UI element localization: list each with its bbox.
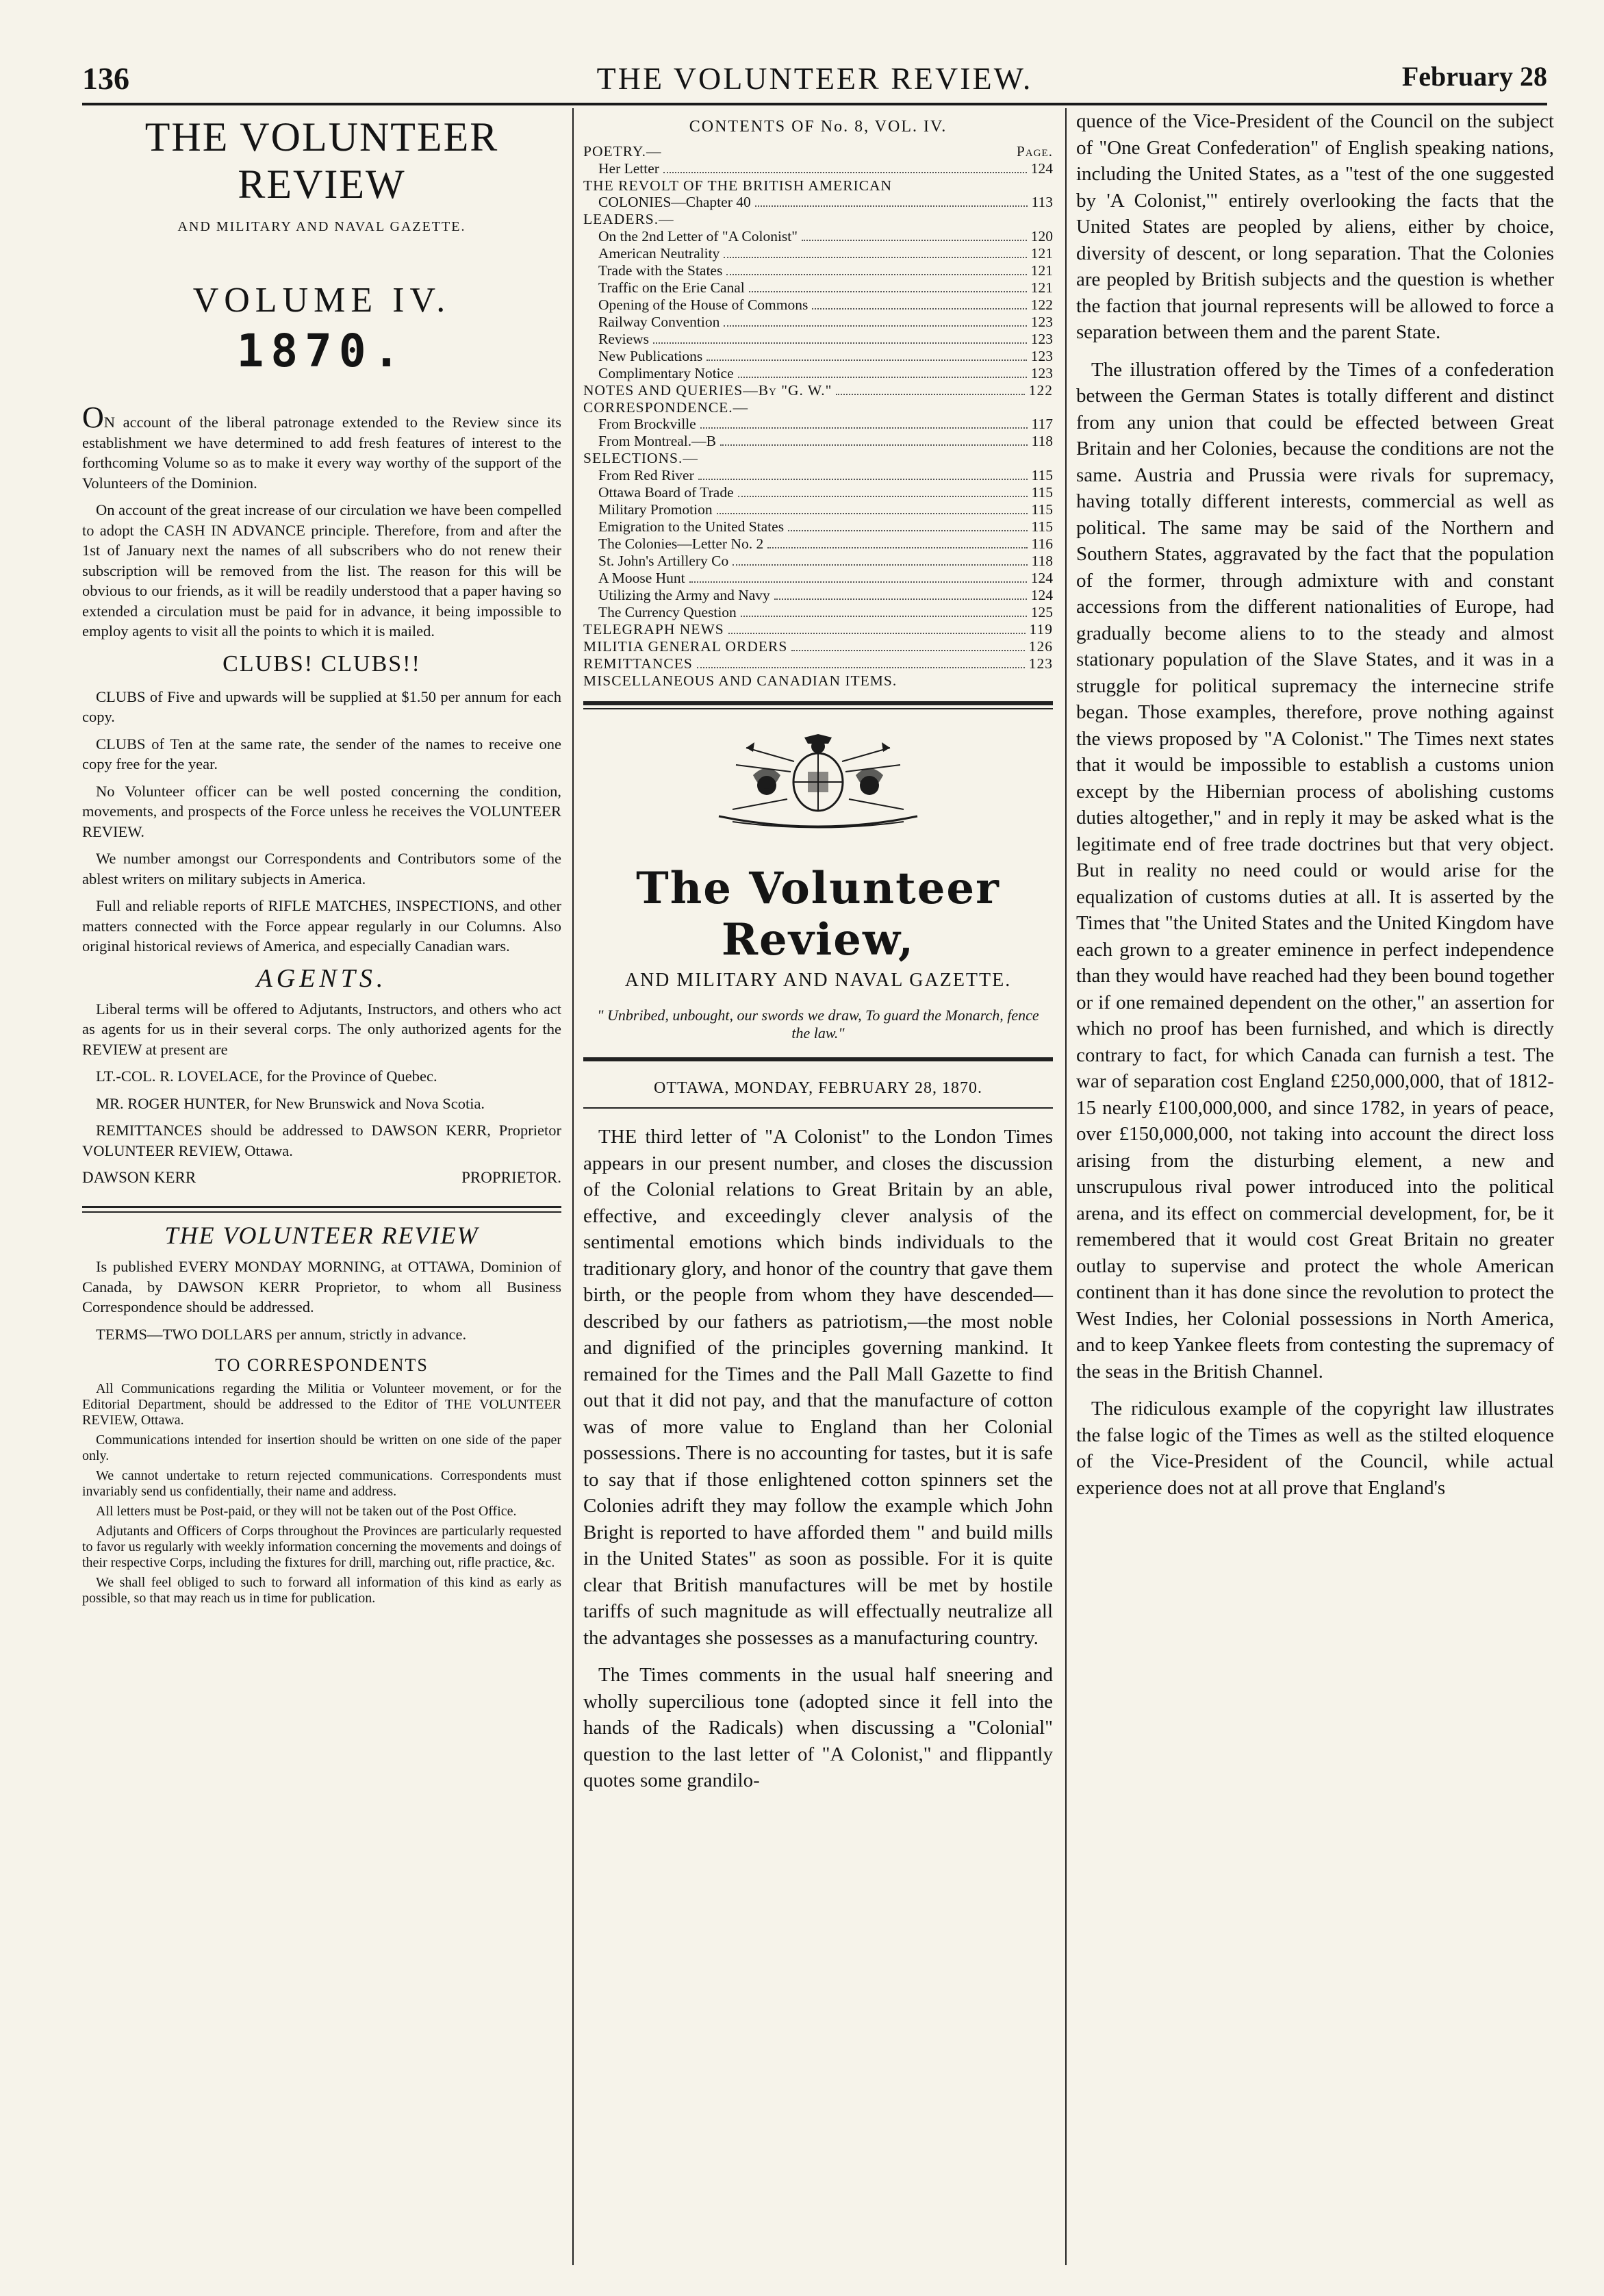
toc-leader [749, 291, 1027, 292]
proprietor-signature [82, 1168, 561, 1188]
toc-row [583, 314, 1053, 331]
toc-leader [689, 581, 1027, 583]
cash-paragraph: On account of the great increase of our circulation we have been compelled to adopt the CASH IN ADVANCE principle. Therefore, from and after the 1st of January next the names of all subscribers who do not renew their subscription will be removed from the list. The reason for this will be obvious to our friends, as it will be readily understood that a paper having so extended a circulation must be paid for in advance, it being impossible to employ agents to visit all the points to which it is mailed. [82, 501, 561, 640]
toc-row [583, 501, 1053, 518]
toc-label: Railway Convention [598, 313, 720, 330]
communications-paragraph-2: Communications intended for insertion should be written on one side of the paper only. [82, 1433, 561, 1463]
toc-label: Utilizing the Army and Navy [598, 586, 770, 603]
toc-leader [724, 325, 1026, 327]
signature-name: DAWSON KERR [82, 1169, 196, 1186]
toc-label: From Brockville [598, 416, 696, 432]
toc-label: TELEGRAPH NEWS [583, 620, 724, 638]
toc-row [583, 672, 1053, 690]
toc-label: Ottawa Board of Trade [598, 483, 734, 501]
left-column [82, 108, 561, 1611]
toc-label: THE REVOLT OF THE BRITISH AMERICAN [583, 177, 893, 194]
dateline: OTTAWA, MONDAY, FEBRUARY 28, 1870. [654, 1079, 982, 1097]
toc-row [583, 245, 1053, 262]
middle-column [583, 108, 1053, 1794]
toc-row [583, 331, 1053, 348]
toc-label: Trade with the States [598, 262, 723, 279]
toc-row [583, 587, 1053, 604]
toc-row [583, 604, 1053, 621]
motto: " Unbribed, unbought, our swords we draw, To guard the Monarch, fence the law." [597, 1007, 1039, 1042]
toc-leader [791, 650, 1024, 651]
agents-heading: AGENTS. [256, 963, 387, 993]
toc-page: 118 [1031, 433, 1053, 449]
toc-page: 125 [1030, 603, 1053, 620]
toc-leader [733, 564, 1027, 566]
editorial-masthead: The Volunteer Review, [636, 863, 1000, 966]
toc-row [583, 211, 1053, 228]
contents-header-row [583, 143, 1053, 160]
toc-row [583, 228, 1053, 245]
toc-row [583, 416, 1053, 433]
year-heading: 1870. [236, 325, 407, 377]
communications-paragraph-1: All Communications regarding the Militia or Volunteer movement, or for the Editorial Department, should be addressed to the Editor of THE VOLUNTEER REVIEW, Ottawa. [82, 1381, 561, 1428]
toc-leader [700, 427, 1028, 429]
toc-page: 126 [1028, 638, 1053, 655]
toc-page: 123 [1030, 364, 1053, 381]
toc-leader [755, 205, 1028, 207]
column-divider-2 [1065, 108, 1067, 2265]
toc-page: 123 [1030, 330, 1053, 347]
toc-row [583, 570, 1053, 587]
article-paragraph-4: The illustration offered by the Times of a confederation between the German States is totally different and distinct from any union that could be effected between Great Britain and her Colonies, because the conditions are not the same. Austria and Prussia were rivals for supremacy, having totally different interests, commercial as well as political. The same may be said of the Northern and Southern States, aggravated by the fact that the population of the former, through admixture with and constant accessions from the different nationalities of Europe, had gradually become aliens to to the steady and almost stationary population of the Slave States, and it was in a struggle for political supremacy the internecine strife began. Those examples, therefore, prove nothing against the views proposed by "A Colonist." The Times next states that it would be impossible to establish a customs union except by the Hibernian process of abolishing customs duties altogether," and in reply it may be asked what is the legitimate end of free trade doctrines but that very object. But in reality no need could or would arise for the equalization of customs duties at all. It is asserted by the Times that "the United States and the United Kingdom have each grown to a greater eminence in perfect independence than they would have reached had they been bound together or if one remained dependent on the other," an assertion for which no proof has been furnished, and which is directly contrary to fact, for which Canada can furnish a test. The war of separation cost England £250,000,000, that of 1812-15 nearly £100,000,000, and since 1782, in years of peace, over £150,000,000, not taking into account the direct loss arising from the disturbing element, a new and unscrupulous rival power introduced into the political arena, and its effect on commercial development, for, be it remembered that it would cost Great Britain no greater outlay to supervise and protect the whole American continent than it has done since the revolution to protect the West Indies, her Colonial possessions in North America, and to keep Yankee fleets from contesting the supremacy of the seas in the British Channel. [1076, 358, 1554, 1383]
toc-page: 113 [1031, 194, 1053, 210]
toc-leader [741, 616, 1027, 617]
toc-label: From Red River [598, 466, 694, 483]
reports-paragraph: Full and reliable reports of RIFLE MATCHES, INSPECTIONS, and other matters connected with the Force appear regularly in our Columns. Also original historical reviews of America, and especially Canadian wars. [82, 897, 561, 955]
published-paragraph: Is published EVERY MONDAY MORNING, at OTTAWA, Dominion of Canada, by DAWSON KERR Proprietor, to whom all Business Correspondence should be addressed. [82, 1258, 561, 1315]
toc-row [583, 279, 1053, 297]
toc-label: Emigration to the United States [598, 518, 785, 535]
toc-row [583, 638, 1053, 655]
article-paragraph-3: quence of the Vice-President of the Council on the subject of "One Great Confederation" of English speaking nations, including the United States, as a "test of the one suggested by 'A Colonist,'" entirely overlooking the facts that the United States are peopled by aliens, either by choice, diversity of descent, or long separation. That the Colonies are peopled by British subjects and the question is whether the faction that journal represents will be allowed to force a separation between them and the parent State. [1076, 110, 1554, 343]
crest-emblem-icon [705, 734, 931, 837]
article-paragraph-1: THE third letter of "A Colonist" to the London Times appears in our present number, and closes the discussion of the Colonial relations to Great Britain by an able, effective, and exceedingly clever analysis of the sentimental emotions which binds individuals to the traditionary glory, and honor of the country that gave them birth, or the people from whom they have descended—described by our fathers as patriotism,—the most noble and dignified of the principles governing mankind. It remained for the Times and the Pall Mall Gazette to find out that it did not pay, and that the manufacture of cotton was of more value to England than her Colonial possessions. There is no accounting for tastes, but it is safe to say that if those enlightened cotton spinners set the Colonies adrift they may follow the example which John Bright is reported to have afforded them " and build mills in the United States" as soon as possible. For it is quite clear that British manufactures will be met by hostile tariffs of such magnitude as will effectually neutralize all the advantages she possesses as a manufacturing country. [583, 1126, 1053, 1649]
toc-leader [706, 359, 1026, 361]
toc-row [583, 399, 1053, 416]
toc-page: 124 [1030, 569, 1053, 586]
toc-leader [738, 496, 1028, 497]
toc-label: Complimentary Notice [598, 364, 734, 381]
toc-row [583, 297, 1053, 314]
article-paragraph-2: The Times comments in the usual half sneering and wholly supercilious tone (adopted since it fell into the hands of the Radicals) when discussing a "Colonial" question to the last letter of "A Colonist," and flippantly quotes some grandilo- [583, 1664, 1053, 1791]
running-head [82, 56, 1547, 104]
intro-text: N account of the liberal patronage extended to the Review since its establishment we have determined to add fresh features of interest to the forthcoming Volume so as to make it every way worthy of the support of the Volunteers of the Dominion. [82, 414, 561, 492]
clubs-ten-paragraph: CLUBS of Ten at the same rate, the sender of the names to receive one copy free for the year. [82, 735, 561, 772]
toc-label: New Publications [598, 347, 703, 364]
officer-paragraph: No Volunteer officer can be well posted concerning the condition, movements, and prospects of the Force unless he receives the VOLUNTEER REVIEW. [82, 782, 561, 840]
toc-row [583, 348, 1053, 365]
toc-row [583, 262, 1053, 279]
right-column [1076, 108, 1554, 1501]
toc-label: Opening of the House of Commons [598, 296, 809, 313]
toc-leader [802, 240, 1027, 241]
intro-paragraph [82, 401, 561, 493]
dateline-rule-top [583, 1057, 1053, 1061]
toc-leader [720, 444, 1028, 446]
toc-label: Reviews [598, 330, 650, 347]
volume-heading: VOLUME IV. [192, 281, 451, 320]
toc-label: The Colonies—Letter No. 2 [598, 535, 764, 552]
page-column-label: Page. [1016, 143, 1053, 160]
toc-label: LEADERS.— [583, 211, 674, 227]
to-correspondents-heading: TO CORRESPONDENTS [215, 1355, 429, 1375]
masthead-title: THE VOLUNTEER REVIEW [144, 114, 499, 207]
toc-page: 121 [1030, 244, 1053, 262]
toc-label: On the 2nd Letter of "A Colonist" [598, 227, 798, 244]
toc-row [583, 518, 1053, 535]
toc-page: 116 [1031, 535, 1053, 552]
toc-label: Her Letter [598, 160, 659, 177]
toc-row [583, 621, 1053, 638]
clubs-five-paragraph: CLUBS of Five and upwards will be supplied at $1.50 per annum for each copy. [82, 687, 561, 725]
toc-row [583, 160, 1053, 177]
review-heading: THE VOLUNTEER REVIEW [164, 1222, 479, 1249]
toc-page: 122 [1030, 296, 1053, 313]
toc-label: REMITTANCES [583, 655, 693, 672]
correspondents-paragraph: We number amongst our Correspondents and Contributors some of the ablest writers on military subjects in America. [82, 850, 561, 887]
toc-page: 115 [1031, 466, 1053, 483]
contents-rule-thin [583, 708, 1053, 709]
toc-label: Traffic on the Erie Canal [598, 279, 745, 296]
toc-leader [653, 342, 1027, 344]
toc-leader [788, 530, 1027, 531]
dateline-rule-bottom [583, 1107, 1053, 1109]
toc-row [583, 655, 1053, 672]
toc-label: MILITIA GENERAL ORDERS [583, 638, 788, 655]
toc-leader [663, 172, 1027, 173]
toc-page: 119 [1029, 620, 1053, 638]
toc-label: American Neutrality [598, 244, 720, 262]
table-of-contents [583, 143, 1053, 689]
toc-page: 123 [1030, 313, 1053, 330]
page-number: 136 [82, 61, 129, 96]
column-divider-1 [572, 108, 574, 2265]
toc-row [583, 467, 1053, 484]
toc-page: 121 [1030, 279, 1053, 296]
toc-row [583, 433, 1053, 450]
toc-page: 123 [1030, 347, 1053, 364]
article-paragraph-5: The ridiculous example of the copyright law illustrates the false logic of the Times as well as the stilted eloquence of the Vice-President of the Council, while actual experience does not at all prove that England's [1076, 1398, 1554, 1499]
communications-paragraph-5: Adjutants and Officers of Corps throughout the Provinces are particularly requested to favor us regularly with weekly information concerning the movements and doings of their respective Corps, including the fixtures for drill, marching out, rifle practice, &c. [82, 1524, 561, 1570]
toc-page: 123 [1028, 655, 1053, 672]
toc-leader [697, 667, 1025, 668]
toc-page: 122 [1028, 381, 1053, 399]
communications-paragraph-6: We shall feel obliged to such to forward all information of this kind as early as possible, so that may reach us in time for publication. [82, 1575, 561, 1606]
toc-row [583, 450, 1053, 467]
contents-rule-thick [583, 701, 1053, 705]
toc-leader [726, 274, 1026, 275]
toc-leader [812, 308, 1026, 310]
toc-page: 121 [1030, 262, 1053, 279]
toc-label: COLONIES—Chapter 40 [598, 194, 751, 210]
toc-page: 115 [1031, 518, 1053, 535]
masthead-subtitle: AND MILITARY AND NAVAL GAZETTE. [177, 219, 466, 234]
communications-paragraph-4: All letters must be Post-paid, or they will not be taken out of the Post Office. [96, 1504, 517, 1519]
clubs-heading: CLUBS! CLUBS!! [222, 651, 421, 677]
signature-role: PROPRIETOR. [461, 1169, 561, 1186]
toc-leader [728, 633, 1026, 634]
toc-leader [717, 513, 1028, 514]
toc-leader [767, 547, 1027, 548]
toc-label: From Montreal.—B [598, 433, 716, 449]
terms-paragraph: TERMS—TWO DOLLARS per annum, strictly in advance. [96, 1325, 467, 1343]
toc-label: St. John's Artillery Co [598, 552, 729, 569]
toc-label: NOTES AND QUERIES—By "G. W." [583, 381, 832, 399]
toc-page: 115 [1031, 483, 1053, 501]
running-title: THE VOLUNTEER REVIEW. [596, 61, 1033, 96]
drop-cap: O [82, 401, 104, 434]
contents-title: CONTENTS OF No. 8, VOL. IV. [689, 118, 947, 136]
toc-leader [738, 377, 1027, 378]
liberal-terms-paragraph: Liberal terms will be offered to Adjutants, Instructors, and others who act as agents for us in their several corps. The only authorized agents for the REVIEW at present are [82, 1000, 561, 1058]
hunter-paragraph: MR. ROGER HUNTER, for New Brunswick and Nova Scotia. [96, 1094, 485, 1112]
section-rule [82, 1206, 561, 1213]
toc-row [583, 194, 1053, 211]
toc-leader [724, 257, 1026, 258]
toc-row [583, 484, 1053, 501]
toc-row [583, 382, 1053, 399]
lovelace-paragraph: LT.-COL. R. LOVELACE, for the Province of Quebec. [96, 1068, 437, 1085]
communications-paragraph-3: We cannot undertake to return rejected communications. Correspondents must invariably send us confidentially, their name and address. [82, 1468, 561, 1499]
head-rule [82, 103, 1547, 105]
toc-label: MISCELLANEOUS AND CANADIAN ITEMS. [583, 672, 898, 689]
toc-page: 117 [1031, 416, 1053, 432]
toc-page: 118 [1031, 552, 1053, 569]
toc-label: SELECTIONS.— [583, 450, 698, 466]
remittances-paragraph: REMITTANCES should be addressed to DAWSON KERR, Proprietor VOLUNTEER REVIEW, Ottawa. [82, 1122, 561, 1159]
toc-leader [698, 479, 1028, 480]
editorial-subtitle: AND MILITARY AND NAVAL GAZETTE. [624, 970, 1012, 991]
toc-page: 124 [1030, 160, 1053, 177]
toc-row [583, 365, 1053, 382]
toc-row [583, 535, 1053, 553]
toc-leader [836, 394, 1024, 395]
toc-label: A Moose Hunt [598, 569, 685, 586]
running-date: February 28 [1401, 61, 1547, 92]
toc-page: 120 [1030, 227, 1053, 244]
toc-row [583, 553, 1053, 570]
toc-label: CORRESPONDENCE.— [583, 399, 749, 416]
toc-row [583, 177, 1053, 194]
toc-label: Military Promotion [598, 501, 713, 518]
toc-leader [774, 598, 1027, 600]
toc-page: 124 [1030, 586, 1053, 603]
toc-label: The Currency Question [598, 603, 737, 620]
toc-label: POETRY.— [583, 143, 662, 160]
toc-page: 115 [1031, 501, 1053, 518]
